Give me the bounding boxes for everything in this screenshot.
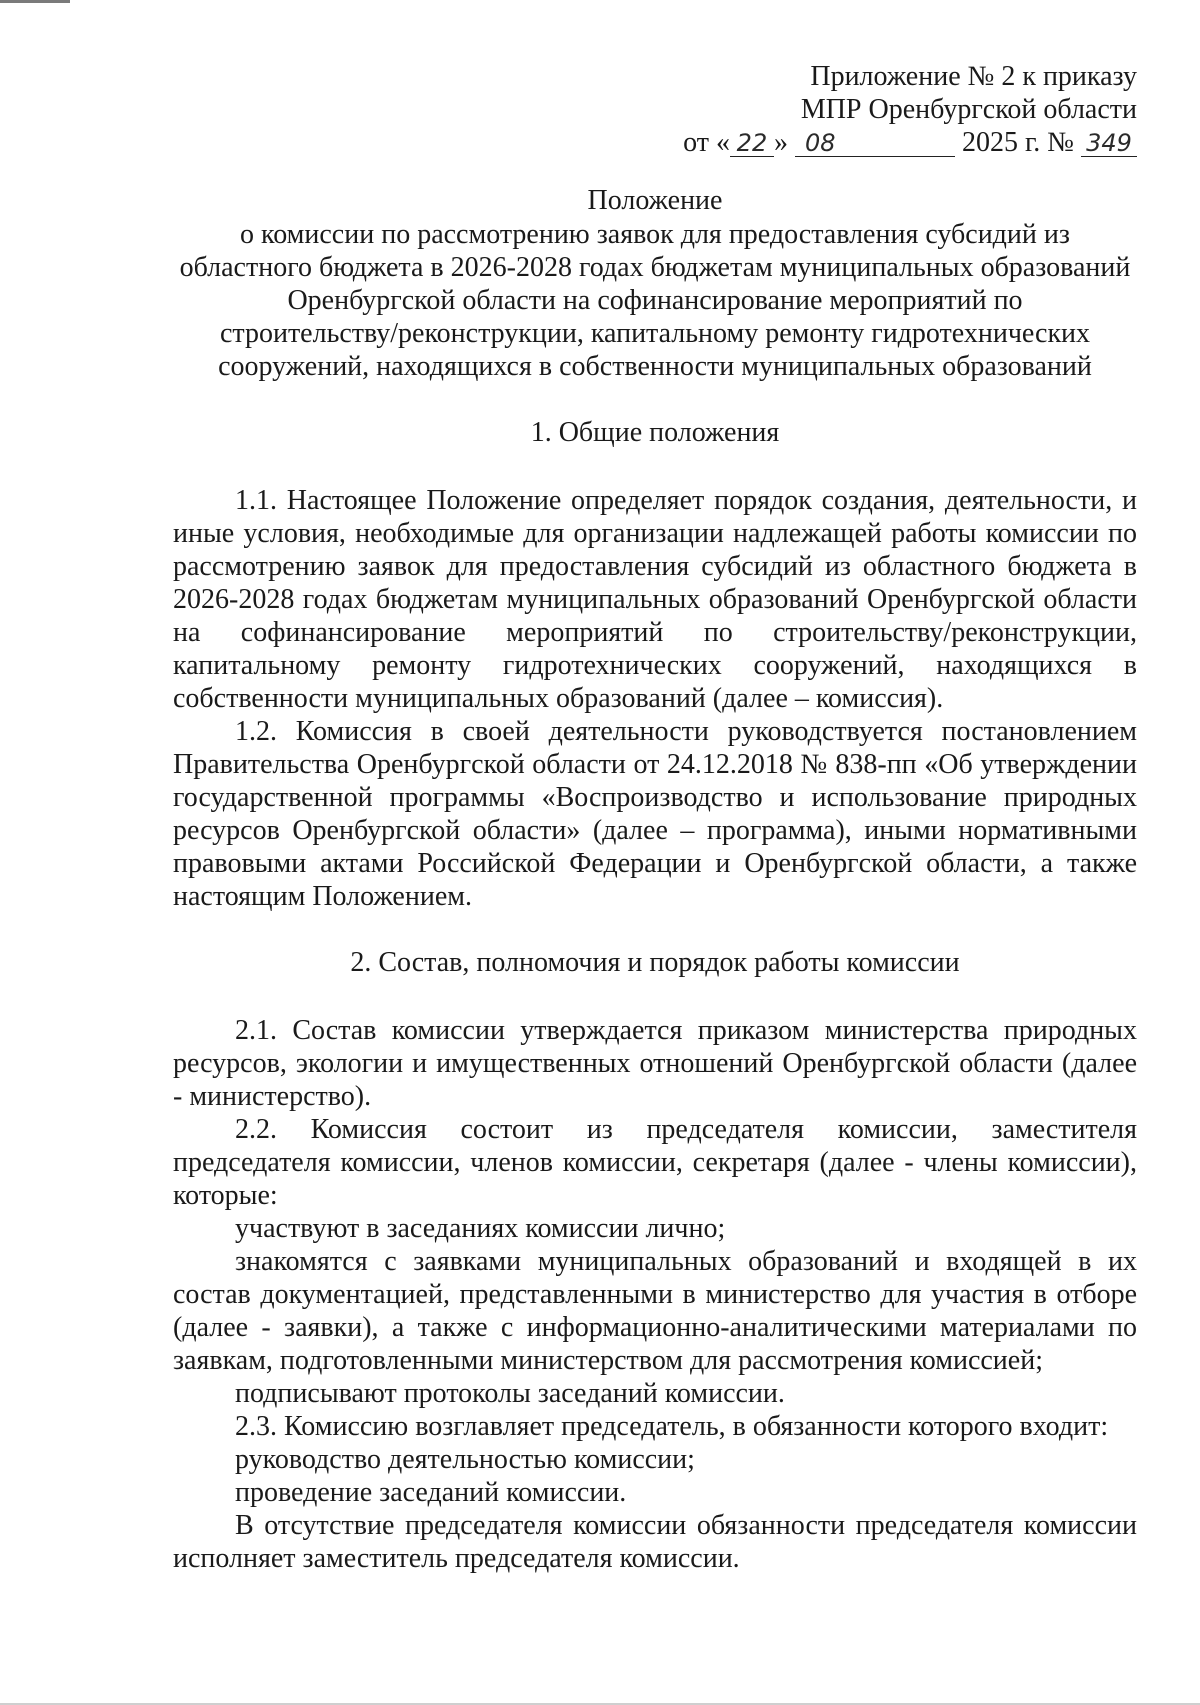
section-1-body — [173, 484, 1137, 913]
date-prefix: от « — [683, 127, 730, 158]
document-page — [173, 60, 1137, 1575]
list-item: участвуют в заседаниях комиссии лично; — [235, 1213, 726, 1244]
title-line: строительству/реконструкции, капитальному ремонту гидротехнических — [219, 318, 1091, 349]
list-item: руководство деятельностью комиссии; — [235, 1444, 695, 1475]
section-1-heading: 1. Общие положения — [530, 417, 780, 448]
title-line: Оренбургской области на софинансирование мероприятий по — [287, 285, 1023, 316]
section-2-heading: 2. Состав, полномочия и порядок работы комиссии — [350, 947, 960, 978]
paragraph-1-2: 1.2. Комиссия в своей деятельности руководствуется постановлением Правительства Оренбургской области от 24.12.2018 № 838-пп «Об утверждении государственной программы «Воспроизводство и использование природных ресурсов Оренбургской области» (далее – программа), иными нормативными правовыми актами Российской Федерации и Оренбургской области, а также настоящим Положением. — [173, 716, 1137, 912]
appendix-line-2: МПР Оренбургской области — [800, 94, 1137, 125]
paragraph-1-1: 1.1. Настоящее Положение определяет порядок создания, деятельности, и иные условия, необходимые для организации надлежащей работы комиссии по рассмотрению заявок для предоставления субсидий из областного бюджета в 2026-2028 годах бюджетам муниципальных образований Оренбургской области на софинансирование мероприятий по строительству/реконструкции, капитальному ремонту гидротехнических сооружений, находящихся в собственности муниципальных образований (далее – комиссия). — [173, 485, 1137, 714]
handwritten-day: 22 — [730, 130, 774, 157]
scan-edge-mark — [0, 0, 70, 3]
paragraph-2-1: 2.1. Состав комиссии утверждается приказом министерства природных ресурсов, экологии и имущественных отношений Оренбургской области (далее - министерство). — [173, 1015, 1137, 1112]
paragraph-2-3: 2.3. Комиссию возглавляет председатель, в обязанности которого входит: — [235, 1411, 1109, 1442]
appendix-header — [173, 60, 1137, 159]
list-item: подписывают протоколы заседаний комиссии. — [235, 1378, 785, 1409]
handwritten-month: 08 — [795, 130, 955, 157]
section-2-body — [173, 1014, 1137, 1575]
paragraph-2-3-deputy: В отсутствие председателя комиссии обязанности председателя комиссии исполняет заместитель председателя комиссии. — [173, 1510, 1137, 1574]
year-and-number-label: 2025 г. № — [961, 127, 1074, 158]
handwritten-order-number: 349 — [1081, 130, 1137, 157]
paragraph-2-2: 2.2. Комиссия состоит из председателя комиссии, заместителя председателя комиссии, членов комиссии, секретаря (далее - члены комиссии), которые: — [173, 1114, 1137, 1211]
title-heading: Положение — [587, 185, 723, 216]
appendix-date-line — [173, 126, 1137, 159]
document-title — [173, 184, 1137, 383]
title-line: о комиссии по рассмотрению заявок для предоставления субсидий из — [240, 219, 1070, 250]
appendix-line-1: Приложение № 2 к приказу — [810, 61, 1137, 92]
list-item: проведение заседаний комиссии. — [235, 1477, 627, 1508]
title-line: областного бюджета в 2026-2028 годах бюджетам муниципальных образований — [179, 252, 1131, 283]
list-item: знакомятся с заявками муниципальных образований и входящей в их состав документацией, представленными в министерство для участия в отборе (далее - заявки), а также с информационно-аналитическими материалами по заявкам, подготовленными министерством для рассмотрения комиссией; — [173, 1246, 1137, 1376]
title-line: сооружений, находящихся в собственности муниципальных образований — [218, 351, 1092, 382]
date-mid: » — [773, 127, 788, 158]
